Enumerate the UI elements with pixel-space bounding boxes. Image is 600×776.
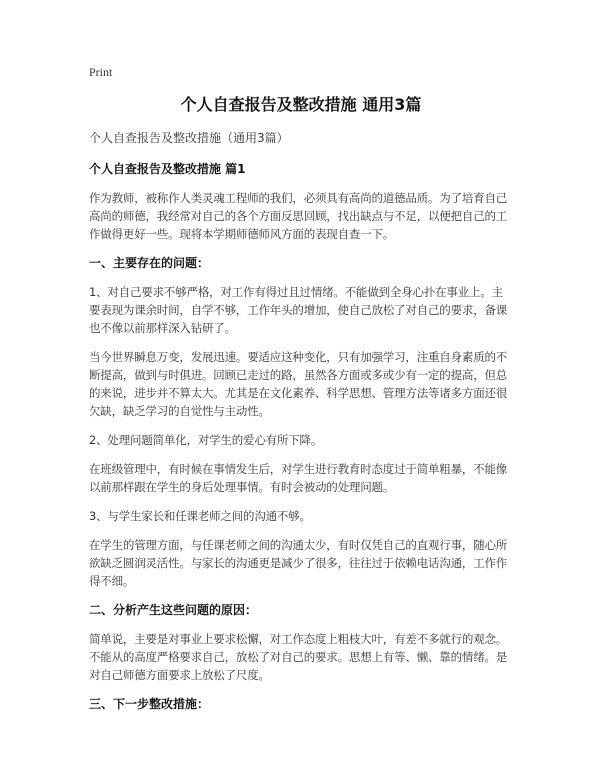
document-subtitle: 个人自查报告及整改措施（通用3篇） xyxy=(89,131,289,145)
heading-causes: 二、分析产生这些问题的原因： xyxy=(89,603,258,617)
problem-1-detail-paragraph: 当今世界瞬息万变，发展迅速。要适应这种变化，只有加强学习，注重自身素质的不断提高，做到与时俱进。回顾已走过的路，虽然各方面或多或少有一定的提高，但总的来说，进步并不算太大。尤其是在文化素养、科学思想、管理方法等诸多方面还很欠缺，缺乏学习的自觉性与主动性。 xyxy=(89,350,508,418)
section-title: 个人自查报告及整改措施 篇1 xyxy=(89,162,246,176)
document-page xyxy=(89,64,513,724)
heading-measures: 三、下一步整改措施： xyxy=(89,697,210,711)
problem-2-detail-paragraph: 在班级管理中，有时候在事情发生后，对学生进行教育时态度过于简单粗暴，不能像以前那样跟在学生的身后处理事情。有时会被动的处理问题。 xyxy=(89,462,508,494)
causes-paragraph: 简单说，主要是对事业上要求松懈，对工作态度上粗枝大叶，有差不多就行的观念。不能从的高度严格要求自己，放松了对自己的要求。思想上有等、懒、靠的情绪。是对自己师德方面要求上放松了尺度。 xyxy=(89,632,508,682)
problem-1-paragraph: 1、对自己要求不够严格，对工作有得过且过情绪。不能做到全身心扑在事业上。主要表现为课余时间，自学不够，工作年头的增加，使自己放松了对自己的要求，备课也不像以前那样深入钻研了。 xyxy=(89,285,508,335)
intro-paragraph: 作为教师，被称作人类灵魂工程师的我们，必须具有高尚的道德品质。为了培育自己高尚的师德，我经常对自己的各个方面反思回顾，找出缺点与不足，以便把自己的工作做得更好一些。现将本学期师德师风方面的表现自查一下。 xyxy=(89,191,508,241)
problem-2-paragraph: 2、处理问题简单化，对学生的爱心有所下降。 xyxy=(89,433,323,447)
problem-3-paragraph: 3、与学生家长和任课老师之间的沟通不够。 xyxy=(89,509,311,523)
print-link[interactable]: Print xyxy=(89,65,113,79)
document-title: 个人自查报告及整改措施 通用3篇 xyxy=(180,95,422,114)
problem-3-detail-paragraph: 在学生的管理方面，与任课老师之间的沟通太少，有时仅凭自己的直观行事，随心所欲缺乏圆润灵活性。与家长的沟通更是减少了很多，往往过于依赖电话沟通，工作作得不细。 xyxy=(89,538,508,588)
heading-problems: 一、主要存在的问题： xyxy=(89,256,210,270)
